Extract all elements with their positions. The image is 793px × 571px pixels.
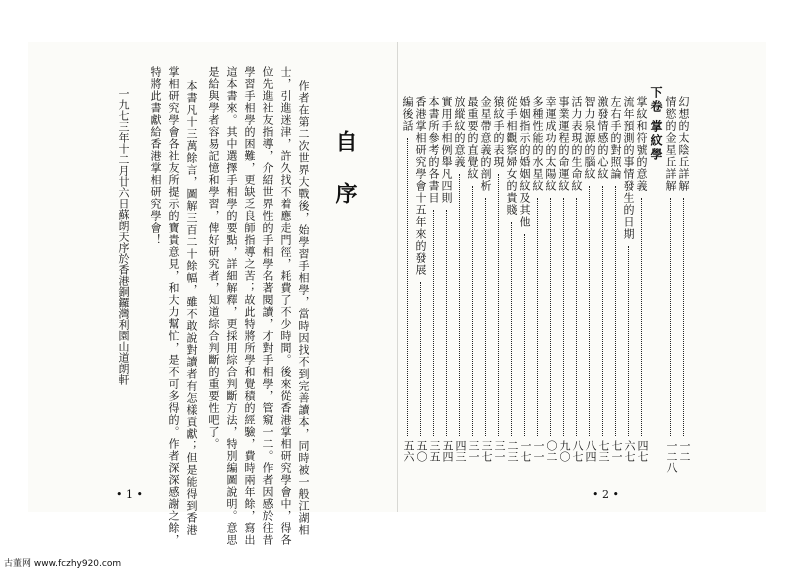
toc-leader-dots bbox=[485, 198, 486, 436]
toc-entry-page: 八四 bbox=[584, 440, 597, 462]
toc-leader-dots bbox=[550, 198, 551, 436]
toc-entry-title: 本書所參考的各書目 bbox=[427, 96, 440, 204]
toc-entry-title: 編後話 bbox=[401, 96, 414, 132]
toc-entry-page: 九〇 bbox=[558, 440, 571, 462]
toc-leader-dots bbox=[563, 198, 564, 436]
toc-entry-page: 七一 bbox=[610, 440, 623, 462]
toc-leader-dots bbox=[615, 186, 616, 436]
toc-entry-page: 一二 bbox=[678, 440, 691, 462]
toc-entry-page: 七三 bbox=[597, 440, 610, 462]
toc-leader-dots bbox=[628, 246, 629, 436]
toc-entry-page: 三一 bbox=[493, 440, 506, 462]
preface-paragraph: 特將此書獻給香港掌相研究學會！ bbox=[149, 66, 162, 246]
toc-leader-dots bbox=[602, 186, 603, 436]
toc-entry-title: 香港掌相研究學會十五年來的發展 bbox=[414, 96, 427, 276]
toc-leader-dots bbox=[589, 186, 590, 436]
toc-entry-page: 三一 bbox=[467, 440, 480, 462]
toc-entry-page: 一七 bbox=[519, 440, 532, 462]
toc-leader-dots bbox=[670, 198, 671, 436]
toc-leader-dots bbox=[683, 198, 684, 436]
toc-entry-title: 左右手的對照論 bbox=[609, 96, 622, 180]
toc-entry-title: 金星帶意義的剖析 bbox=[479, 96, 492, 192]
preface-signature: 一九七三年十二月廿六日蘇朗天序於香港銅鑼灣利園山道朗軒 bbox=[117, 88, 130, 385]
page-number-left: • 1 • bbox=[116, 488, 143, 501]
preface-paragraph: 士，引進迷津，許久找不着應走門徑，耗費了不少時間。後來從香港掌相研究學會中，得各 bbox=[279, 66, 292, 546]
preface-paragraph: 是給與學者容易記憶和學習，俾好研究者，知道綜合判斷的重要性吧了。 bbox=[207, 66, 220, 450]
toc-entry-title: 最重要的直覺紋 bbox=[466, 96, 479, 180]
page-gutter bbox=[397, 42, 398, 512]
toc-entry-page: 五四 bbox=[441, 440, 454, 462]
toc-entry-page: 五六 bbox=[402, 440, 415, 462]
toc-leader-dots bbox=[537, 198, 538, 436]
toc-entry-title: 放縱紋的意義 bbox=[453, 96, 466, 168]
preface-paragraph: 本書凡十三萬餘言，圖解三百二十餘幅，雖不敢說對讀者有怎樣貢獻；但是能得到香港 bbox=[185, 80, 198, 536]
preface-paragraph: 作者在第二次世界大戰後，始學習手相學，當時因找不到完善讀本，同時被一般江湖相 bbox=[297, 80, 310, 536]
toc-leader-dots bbox=[524, 234, 525, 436]
toc-leader-dots bbox=[498, 174, 499, 436]
toc-entry-title: 情慾的金星丘詳解 bbox=[664, 96, 677, 192]
toc-leader-dots bbox=[459, 174, 460, 436]
toc-entry-title: 婚姻指示的婚姻紋及其他 bbox=[518, 96, 531, 228]
toc-entry-page: 六七 bbox=[623, 440, 636, 462]
toc-entry-title: 掌紋和符號的意義 bbox=[635, 96, 648, 192]
toc-entry-title: 活力表現的生命紋 bbox=[570, 96, 583, 192]
toc-entry-page: 四三 bbox=[454, 440, 467, 462]
toc-entry-page: 八七 bbox=[571, 440, 584, 462]
preface-paragraph: 位先進社友指導，介紹世界性的手相學名著閱讀，才對手相學，管窺一二。作者因感於往昔 bbox=[261, 66, 274, 546]
toc-leader-dots bbox=[511, 222, 512, 436]
site-watermark: 古董网 www.fczhy920.com bbox=[4, 559, 122, 569]
toc-entry-title: 事業運程的命運紋 bbox=[557, 96, 570, 192]
page-number-right: • 2 • bbox=[592, 488, 619, 501]
toc-entry-title: 智力泉源的腦紋 bbox=[583, 96, 596, 180]
toc-entry-page: 三五 bbox=[428, 440, 441, 462]
toc-entry-title: 多種性能的水星紋 bbox=[531, 96, 544, 192]
toc-leader-dots bbox=[472, 186, 473, 436]
toc-entry-title: 猿紋手的表現 bbox=[492, 96, 505, 168]
preface-paragraph: 掌相研究學會各社友所提示的寶貴意見，和大力幫忙，是不可多得的。作者深深感謝之餘， bbox=[167, 66, 180, 546]
toc-entry-page: 〇二 bbox=[545, 440, 558, 462]
toc-leader-dots bbox=[446, 210, 447, 436]
toc-leader-dots bbox=[420, 282, 421, 436]
toc-entry-page: 一二八 bbox=[665, 440, 678, 473]
toc-entry-title: 幻想的太陰丘詳解 bbox=[677, 96, 690, 192]
preface-title: 自序 bbox=[332, 130, 358, 234]
toc-leader-dots bbox=[641, 198, 642, 436]
toc-entry-page: 五〇 bbox=[415, 440, 428, 462]
preface-paragraph: 學習手相學的困難，更缺乏良師指導之苦；故此特將所學和覺積的經驗，費時兩年餘，寫出 bbox=[243, 66, 256, 546]
toc-entry-title: 流年預測的事情發生的日期 bbox=[622, 96, 635, 240]
preface-paragraph: 這本書來。其中選擇手相學的要點，詳細解釋，更採用綜合判斷方法，特別編圖說明。意思 bbox=[225, 66, 238, 546]
toc-entry-title: 從手相觀察婦女的貴賤 bbox=[505, 96, 518, 216]
toc-leader-dots bbox=[576, 198, 577, 436]
toc-entry-page: 一一 bbox=[532, 440, 545, 462]
toc-section-heading: 下卷 掌紋學 bbox=[649, 86, 663, 163]
toc-entry-title: 激發情感的心紋 bbox=[596, 96, 609, 180]
toc-entry-page: 二三 bbox=[506, 440, 519, 462]
toc-entry-title: 幸運成功的太陽紋 bbox=[544, 96, 557, 192]
toc-entry-page: 三七 bbox=[480, 440, 493, 462]
toc-entry-page: 四七 bbox=[636, 440, 649, 462]
toc-leader-dots bbox=[433, 210, 434, 436]
toc-entry-title: 實用手相例舉凡四則 bbox=[440, 96, 453, 204]
toc-leader-dots bbox=[407, 138, 408, 436]
